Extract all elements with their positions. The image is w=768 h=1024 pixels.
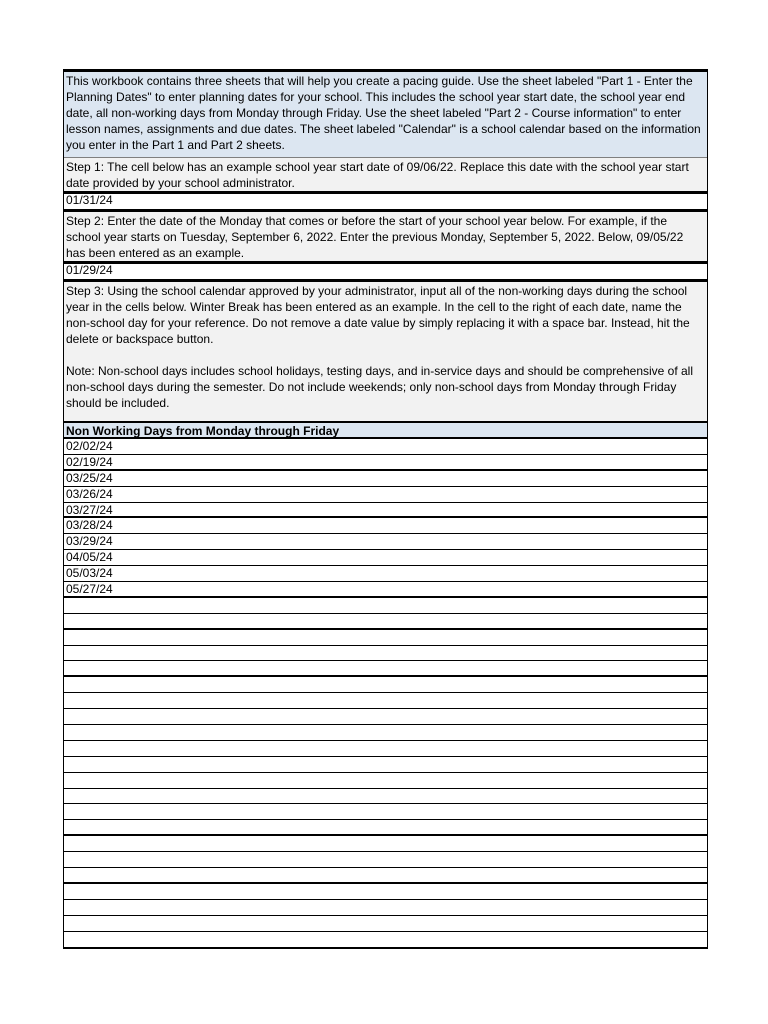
- non-working-day-row[interactable]: [64, 646, 707, 662]
- step3-instructions-cell[interactable]: [64, 279, 707, 421]
- non-working-day-row[interactable]: [64, 661, 707, 677]
- step3-note: Note: Non-school days includes school holidays, testing days, and in-service days and should be comprehensive of all non-school days during the semester. Do not include weekends; only non-school days from Monday through Friday should be included.: [66, 364, 694, 410]
- school-year-start-date-cell[interactable]: 01/31/24: [64, 194, 707, 209]
- intro-instructions-cell[interactable]: This workbook contains three sheets that will help you create a pacing guide. Use the sheet labeled "Part 1 - Enter the Planning Dates" to enter planning dates for your school. This includes the school year start date, the school year end date, all non-working days from Monday through Friday. Use the sheet labeled "Part 2 - Course information" to enter lesson names, assignments and due dates. The sheet labeled "Calendar" is a school calendar based on the information you enter in the Part 1 and Part 2 sheets.: [64, 69, 707, 158]
- non-working-day-row[interactable]: 03/25/24: [64, 471, 707, 487]
- non-working-day-row[interactable]: 04/05/24: [64, 550, 707, 566]
- non-working-day-row[interactable]: [64, 789, 707, 805]
- non-working-day-row[interactable]: [64, 630, 707, 646]
- non-working-day-row[interactable]: [64, 709, 707, 725]
- non-working-day-row[interactable]: [64, 852, 707, 868]
- non-working-day-row[interactable]: [64, 900, 707, 916]
- non-working-day-row[interactable]: 02/19/24: [64, 455, 707, 471]
- non-working-day-row[interactable]: [64, 741, 707, 757]
- step1-instructions-cell[interactable]: Step 1: The cell below has an example school year start date of 09/06/22. Replace this date with the school year start date provided by your school administrator.: [64, 158, 707, 194]
- non-working-day-row[interactable]: [64, 598, 707, 614]
- step2-instructions-cell[interactable]: Step 2: Enter the date of the Monday that comes or before the start of your school year below. For example, if the school year starts on Tuesday, September 6, 2022. Enter the previous Monday, September 5, 2022. Below, 09/05/22 has been entered as an example.: [64, 209, 707, 264]
- non-working-day-row[interactable]: 05/03/24: [64, 566, 707, 582]
- non-working-day-row[interactable]: [64, 757, 707, 773]
- non-working-day-row[interactable]: 05/27/24: [64, 582, 707, 598]
- non-working-day-row[interactable]: [64, 725, 707, 741]
- non-working-day-row[interactable]: 03/29/24: [64, 534, 707, 550]
- non-working-day-row[interactable]: [64, 820, 707, 836]
- non-working-day-row[interactable]: 02/02/24: [64, 439, 707, 455]
- non-working-days-header: Non Working Days from Monday through Friday: [64, 421, 707, 439]
- non-working-day-row[interactable]: [64, 693, 707, 709]
- first-monday-date-cell[interactable]: 01/29/24: [64, 264, 707, 279]
- non-working-day-row[interactable]: [64, 804, 707, 820]
- non-working-day-row[interactable]: [64, 932, 707, 948]
- spreadsheet-sheet: [63, 69, 708, 949]
- step3-text: Step 3: Using the school calendar approved by your administrator, input all of the non-working days during the school year in the cells below. Winter Break has been entered as an example. In the cell to the right of each date, name the non-school day for your reference. Do not remove a date value by simply replacing it with a space bar. Instead, hit the delete or backspace button.: [66, 284, 690, 346]
- non-working-day-row[interactable]: [64, 836, 707, 852]
- non-working-day-row[interactable]: [64, 916, 707, 932]
- non-working-day-row[interactable]: [64, 868, 707, 884]
- non-working-day-row[interactable]: [64, 884, 707, 900]
- non-working-day-row[interactable]: 03/28/24: [64, 518, 707, 534]
- non-working-day-row[interactable]: [64, 773, 707, 789]
- non-working-day-row[interactable]: 03/27/24: [64, 503, 707, 519]
- non-working-day-row[interactable]: 03/26/24: [64, 487, 707, 503]
- non-working-day-row[interactable]: [64, 614, 707, 630]
- non-working-day-row[interactable]: [64, 677, 707, 693]
- non-working-days-list: [64, 439, 707, 949]
